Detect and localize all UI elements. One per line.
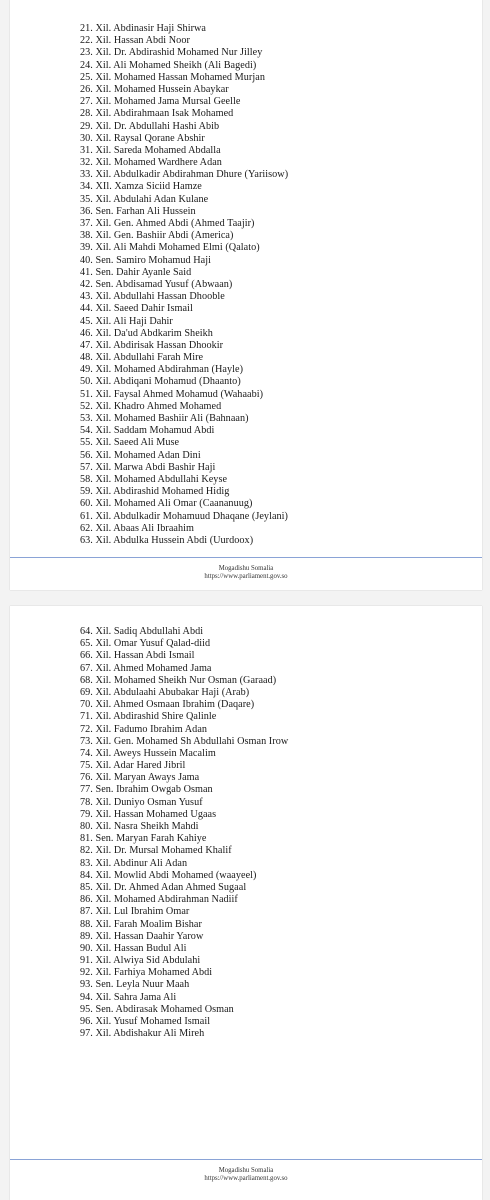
member-entry: 81. Sen. Maryan Farah Kahiye: [80, 833, 207, 845]
member-entry: 29. Xil. Dr. Abdullahi Hashi Abib: [80, 120, 220, 132]
member-entry: 96. Xil. Yusuf Mohamed Ismail: [80, 1016, 211, 1027]
member-entry: 86. Xil. Mohamed Abdirahman Nadiif: [80, 894, 238, 906]
member-entry: 22. Xil. Hassan Abdi Noor: [80, 35, 190, 47]
member-entry: 40. Sen. Samiro Mohamud Haji: [80, 254, 211, 266]
member-entry: 60. Xil. Mohamed Ali Omar (Caananuug): [80, 498, 253, 510]
member-entry: 41. Sen. Dahir Ayanle Said: [80, 266, 192, 278]
member-entry: 30. Xil. Raysal Qorane Abshir: [80, 132, 205, 144]
member-entry: 54. Xil. Saddam Mohamud Abdi: [80, 425, 215, 437]
member-entry: 39. Xil. Ali Mahdi Mohamed Elmi (Qalato): [80, 242, 260, 254]
member-entry: 44. Xil. Saeed Dahir Ismail: [80, 303, 193, 315]
member-entry: 62. Xil. Abaas Ali Ibraahim: [80, 522, 194, 534]
member-entry: 83. Xil. Abdinur Ali Adan: [80, 857, 188, 869]
footer-location: Mogadishu Somalia: [218, 565, 274, 572]
member-entry: 69. Xil. Abdulaahi Abubakar Haji (Arab): [80, 686, 250, 698]
member-list-page-1: [80, 23, 288, 547]
member-entry: 67. Xil. Ahmed Mohamed Jama: [80, 662, 212, 674]
member-entry: 36. Sen. Farhan Ali Hussein: [80, 205, 196, 217]
member-entry: 23. Xil. Dr. Abdirashid Mohamed Nur Jilley: [80, 47, 263, 59]
member-entry: 45. Xil. Ali Haji Dahir: [80, 315, 173, 327]
member-entry: 73. Xil. Gen. Mohamed Sh Abdullahi Osman Irow: [80, 735, 289, 747]
member-entry: 56. Xil. Mohamed Adan Dini: [80, 449, 201, 461]
member-entry: 74. Xil. Aweys Hussein Macalim: [80, 747, 216, 759]
member-entry: 87. Xil. Lul Ibrahim Omar: [80, 906, 190, 918]
document-page-2: [10, 606, 482, 1200]
member-entry: 37. Xil. Gen. Ahmed Abdi (Ahmed Taajir): [80, 218, 255, 229]
member-entry: 49. Xil. Mohamed Abdirahman (Hayle): [80, 364, 244, 376]
member-entry: 46. Xil. Da'ud Abdkarim Sheikh: [80, 327, 213, 339]
member-entry: 79. Xil. Hassan Mohamed Ugaas: [80, 808, 217, 820]
member-entry: 33. Xil. Abdulkadir Abdirahman Dhure (Yariisow): [80, 169, 289, 181]
member-entry: 71. Xil. Abdirashid Shire Qalinle: [80, 711, 217, 723]
member-entry: 90. Xil. Hassan Budul Ali: [80, 942, 187, 954]
member-entry: 34. XIl. Xamza Siciid Hamze: [80, 181, 202, 193]
member-entry: 58. Xil. Mohamed Abdullahi Keyse: [80, 473, 228, 485]
member-entry: 38. Xil. Gen. Bashiir Abdi (America): [80, 230, 234, 242]
member-entry: 72. Xil. Fadumo Ibrahim Adan: [80, 723, 208, 735]
member-entry: 31. Xil. Sareda Mohamed Abdalla: [80, 144, 221, 156]
member-entry: 59. Xil. Abdirashid Mohamed Hidig: [80, 486, 230, 498]
footer-rule: [10, 557, 482, 558]
member-entry: 35. Xil. Abdulahi Adan Kulane: [80, 193, 209, 205]
member-list-page-2: [80, 626, 288, 1040]
footer-url[interactable]: https://www.parliament.gov.so: [204, 1175, 288, 1182]
footer-location: Mogadishu Somalia: [218, 1167, 274, 1174]
member-entry: 55. Xil. Saeed Ali Muse: [80, 437, 180, 449]
member-entry: 77. Sen. Ibrahim Owgab Osman: [80, 784, 213, 796]
document-page-1: [10, 0, 482, 590]
member-entry: 80. Xil. Nasra Sheikh Mahdi: [80, 821, 199, 832]
member-entry: 89. Xil. Hassan Daahir Yarow: [80, 930, 204, 942]
member-entry: 63. Xil. Abdulka Hussein Abdi (Uurdoox): [80, 534, 254, 546]
member-entry: 42. Sen. Abdisamad Yusuf (Abwaan): [80, 278, 233, 290]
member-entry: 32. Xil. Mohamed Wardhere Adan: [80, 157, 222, 169]
member-entry: 75. Xil. Adar Hared Jibril: [80, 760, 186, 772]
member-entry: 43. Xil. Abdullahi Hassan Dhooble: [80, 291, 225, 303]
member-entry: 65. Xil. Omar Yusuf Qalad-diid: [80, 638, 211, 650]
member-entry: 95. Sen. Abdirasak Mohamed Osman: [80, 1003, 234, 1015]
member-entry: 97. Xil. Abdishakur Ali Mireh: [80, 1028, 205, 1040]
member-entry: 47. Xil. Abdirisak Hassan Dhookir: [80, 339, 224, 351]
member-entry: 76. Xil. Maryan Aways Jama: [80, 772, 200, 784]
member-entry: 78. Xil. Duniyo Osman Yusuf: [80, 796, 203, 808]
member-entry: 26. Xil. Mohamed Hussein Abaykar: [80, 83, 229, 95]
page-separator: [0, 590, 490, 606]
member-entry: 52. Xil. Khadro Ahmed Mohamed: [80, 400, 222, 412]
member-entry: 27. Xil. Mohamed Jama Mursal Geelle: [80, 96, 241, 108]
member-entry: 84. Xil. Mowlid Abdi Mohamed (waayeel): [80, 869, 257, 881]
footer-rule: [10, 1159, 482, 1160]
member-entry: 82. Xil. Dr. Mursal Mohamed Khalif: [80, 845, 232, 857]
member-entry: 25. Xil. Mohamed Hassan Mohamed Murjan: [80, 71, 265, 83]
member-entry: 94. Xil. Sahra Jama Ali: [80, 991, 177, 1003]
member-entry: 91. Xil. Alwiya Sid Abdulahi: [80, 955, 201, 967]
member-entry: 24. Xil. Ali Mohamed Sheikh (Ali Bagedi): [80, 59, 257, 71]
member-entry: 21. Xil. Abdinasir Haji Shirwa: [80, 23, 207, 34]
member-entry: 53. Xil. Mohamed Bashiir Ali (Bahnaan): [80, 413, 249, 424]
member-entry: 88. Xil. Farah Moalim Bishar: [80, 918, 202, 930]
member-entry: 48. Xil. Abdullahi Farah Mire: [80, 352, 204, 364]
member-entry: 57. Xil. Marwa Abdi Bashir Haji: [80, 461, 216, 473]
member-entry: 50. Xil. Abdiqani Mohamud (Dhaanto): [80, 376, 241, 388]
member-entry: 93. Sen. Leyla Nuur Maah: [80, 979, 190, 991]
member-entry: 51. Xil. Faysal Ahmed Mohamud (Wahaabi): [80, 388, 264, 400]
member-entry: 61. Xil. Abdulkadir Mohamuud Dhaqane (Jeylani): [80, 510, 288, 522]
member-entry: 85. Xil. Dr. Ahmed Adan Ahmed Sugaal: [80, 881, 247, 893]
footer-url[interactable]: https://www.parliament.gov.so: [204, 573, 288, 580]
member-entry: 68. Xil. Mohamed Sheikh Nur Osman (Garaad): [80, 674, 277, 686]
member-entry: 70. Xil. Ahmed Osmaan Ibrahim (Daqare): [80, 699, 255, 711]
member-entry: 28. Xil. Abdirahmaan Isak Mohamed: [80, 108, 234, 120]
member-entry: 92. Xil. Farhiya Mohamed Abdi: [80, 967, 213, 979]
member-entry: 64. Xil. Sadiq Abdullahi Abdi: [80, 626, 204, 637]
member-entry: 66. Xil. Hassan Abdi Ismail: [80, 650, 195, 662]
